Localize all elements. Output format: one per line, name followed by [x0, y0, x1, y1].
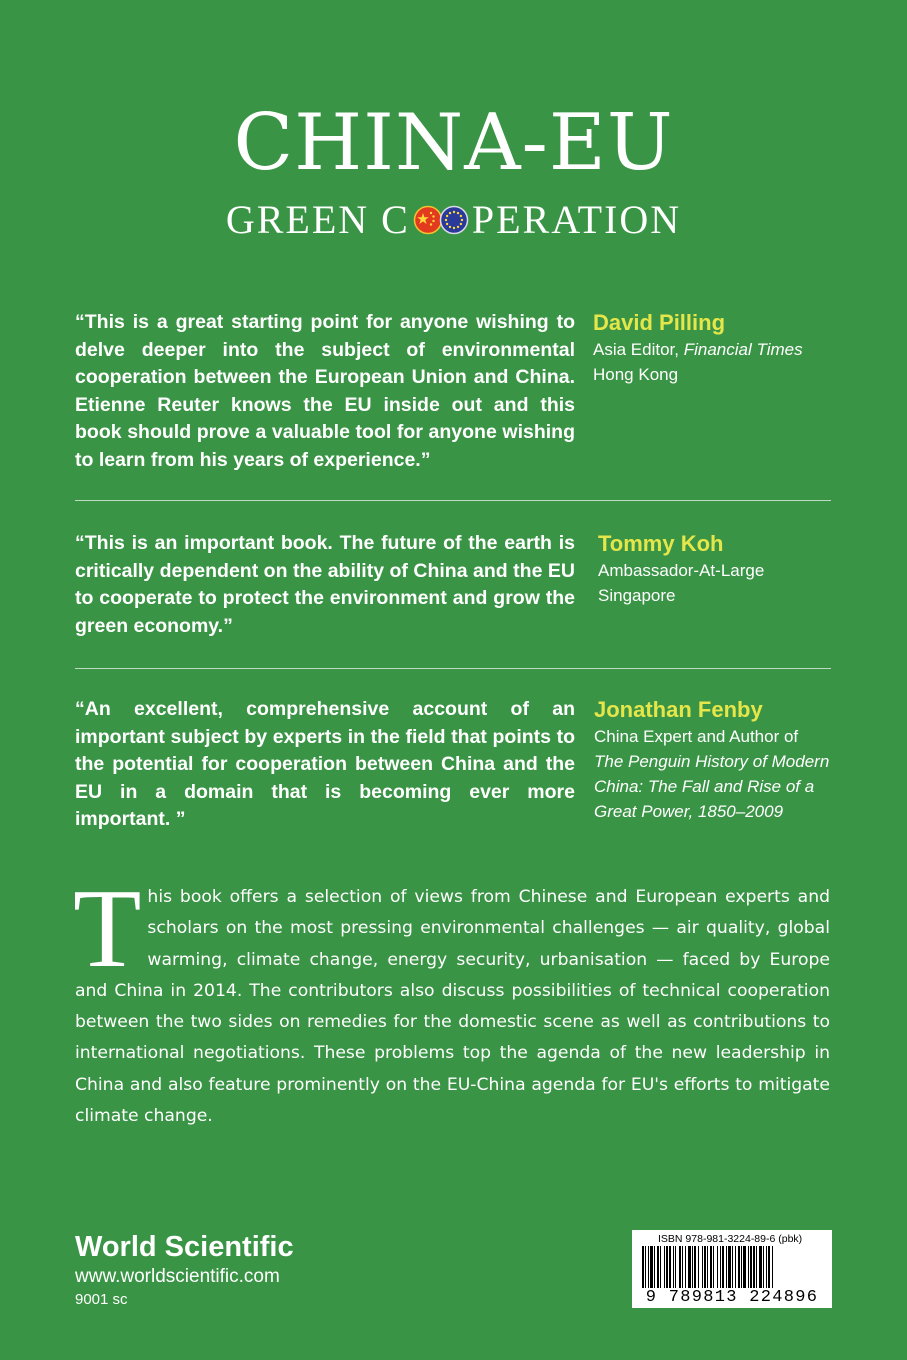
reviewer-location: Singapore	[598, 586, 676, 605]
barcode-bar	[666, 1246, 668, 1288]
barcode-bar	[648, 1246, 649, 1288]
publisher-block	[75, 1230, 294, 1311]
book-subtitle	[0, 197, 907, 242]
barcode-icon	[632, 1246, 832, 1290]
review-tommy-koh	[75, 530, 830, 645]
barcode-bar	[704, 1246, 706, 1288]
review-david-pilling	[75, 309, 830, 479]
reviewer-book-title-line: The Penguin History of Modern	[594, 752, 830, 771]
subtitle-part-2: PERATION	[471, 197, 682, 242]
description-text: his book offers a selection of views from Chinese and European experts and scholars on the most pressing environmental challenges — air quality, global warming, climate change, energy security, urbanisation — faced by Europe and China in 2014. The contributors also discuss possibilities of technical cooperation between the two sides on remedies for the domestic scene as well as contributions to international negotiations. These problems top the agenda of the new leadership in China and also feature prominently on the EU-China agenda for EU's efforts to mitigate climate change.	[75, 887, 830, 1127]
barcode-bar	[657, 1246, 659, 1288]
publisher-name: World Scientific	[75, 1231, 294, 1263]
review-quote: “This is a great starting point for anyone wishing to delve deeper into the subject of environmental cooperation between the European Union and China. Etienne Reuter knows the EU inside out and this book should prove a valuable tool for anyone wishing to learn from his years of experience.”	[75, 311, 575, 471]
barcode-bar	[698, 1246, 699, 1288]
barcode-bar	[682, 1246, 683, 1288]
barcode-bar	[707, 1246, 708, 1288]
review-quote: “This is an important book. The future of the earth is critically dependent on the ability of China and the EU to cooperate to protect the environment and grow the green economy.”	[75, 532, 575, 637]
reviewer-publication: Financial Times	[683, 340, 803, 359]
reviewer-name: Jonathan Fenby	[594, 697, 763, 722]
reviewer-book-title-line: Great Power, 1850–2009	[594, 802, 784, 821]
barcode-bar	[720, 1246, 721, 1288]
barcode-bar	[756, 1246, 757, 1288]
barcode-bar	[738, 1246, 740, 1288]
reviewer-name: Tommy Koh	[598, 531, 724, 556]
barcode-bar	[735, 1246, 736, 1288]
barcode-bar	[685, 1246, 686, 1288]
reviewer-info	[594, 696, 829, 824]
reviewer-book-title-line: China: The Fall and Rise of a	[594, 777, 815, 796]
publisher-url: www.worldscientific.com	[75, 1266, 280, 1287]
reviewer-info	[598, 530, 764, 608]
barcode-bar	[722, 1246, 724, 1288]
publisher-code: 9001 sc	[75, 1291, 128, 1308]
barcode-bar	[688, 1246, 691, 1288]
reviewer-role: China Expert and Author of	[594, 727, 799, 746]
barcode-bar	[710, 1246, 712, 1288]
flags-emblem	[412, 204, 470, 236]
review-quote: “An excellent, comprehensive account of an important subject by experts in the field that points to the potential for cooperation between China and the EU in a domain that is becoming ever more important. ”	[75, 698, 575, 830]
barcode-bar	[694, 1246, 696, 1288]
barcode-bar	[660, 1246, 661, 1288]
barcode-bar	[766, 1246, 767, 1288]
barcode-bar	[702, 1246, 703, 1288]
china-eu-flags-icon	[412, 204, 470, 236]
book-title: CHINA-EU	[233, 98, 674, 188]
subtitle-part-1: GREEN C	[225, 197, 410, 242]
book-description	[73, 867, 830, 1132]
barcode-bar	[645, 1246, 646, 1288]
review-jonathan-fenby	[75, 696, 830, 830]
barcode-bar	[717, 1246, 718, 1288]
barcode-bar	[673, 1246, 674, 1288]
barcode-bar	[753, 1246, 755, 1288]
barcode-bar	[642, 1246, 644, 1288]
barcode-bar	[750, 1246, 752, 1288]
barcode-bar	[772, 1246, 773, 1288]
divider	[75, 668, 831, 669]
reviewer-name: David Pilling	[593, 310, 726, 335]
barcode-bar	[763, 1246, 764, 1288]
barcode-bar	[728, 1246, 731, 1288]
barcode-bar	[679, 1246, 681, 1288]
reviewer-role-prefix: Asia Editor,	[593, 340, 684, 359]
barcode-bar	[654, 1246, 655, 1288]
reviewer-info	[593, 309, 803, 387]
reviewer-location: Hong Kong	[593, 365, 679, 384]
barcode-bar	[675, 1246, 676, 1288]
isbn-barcode	[632, 1230, 832, 1308]
barcode-bar	[759, 1246, 762, 1288]
drop-cap: T	[73, 867, 142, 991]
barcode-bar	[713, 1246, 714, 1288]
barcode-bar	[650, 1246, 653, 1288]
barcode-bar	[732, 1246, 733, 1288]
barcode-bar	[748, 1246, 749, 1288]
reviewer-role: Ambassador-At-Large	[598, 561, 765, 580]
divider	[75, 500, 831, 501]
barcode-bar	[768, 1246, 770, 1288]
isbn-label: ISBN 978-981-3224-89-6 (pbk)	[658, 1233, 803, 1245]
barcode-bar	[741, 1246, 742, 1288]
barcode-bar	[692, 1246, 693, 1288]
barcode-bar	[664, 1246, 665, 1288]
barcode-bar	[669, 1246, 671, 1288]
barcode-digits: 9 789813 224896	[645, 1288, 819, 1307]
barcode-bar	[726, 1246, 727, 1288]
reviewer-role	[593, 337, 803, 362]
barcode-bar	[743, 1246, 746, 1288]
